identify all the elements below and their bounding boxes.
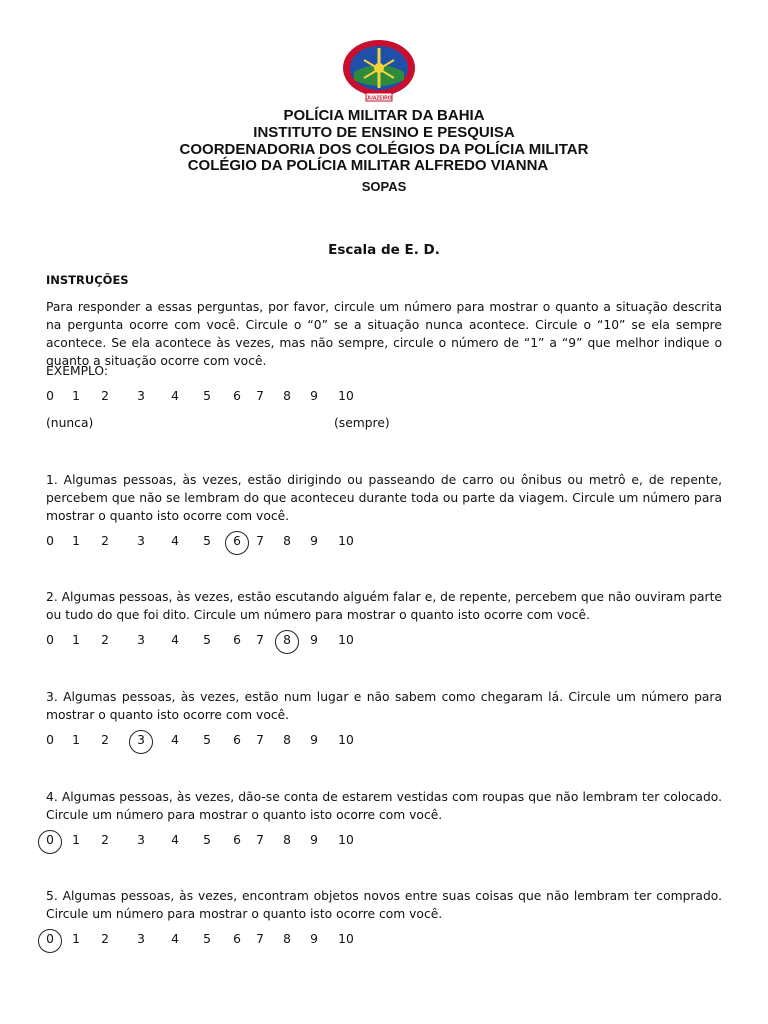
scale-number-5[interactable]: 5: [203, 733, 211, 747]
scale-number-10[interactable]: 10: [338, 633, 354, 647]
scale-number-10[interactable]: 10: [338, 389, 354, 403]
scale-number-5[interactable]: 5: [203, 932, 211, 946]
scale-number-9[interactable]: 9: [310, 389, 318, 403]
instructions-body: Para responder a essas perguntas, por favor, circule um número para mostrar o quanto a situação descrita na pergunta ocorre com você. Circule o “0” se a situação nunca acontece. Circule o “10” se ela sempre acontece. Se ela acontece às vezes, mas não sempre, circule o número de “1” a “9” que melhor indique o quanto a situação ocorre com você.: [46, 300, 722, 368]
scale-number-7[interactable]: 7: [256, 932, 264, 946]
scale-number-10[interactable]: 10: [338, 833, 354, 847]
scale-number-0[interactable]: 0: [46, 833, 54, 847]
scale-number-4[interactable]: 4: [171, 833, 179, 847]
scale-never-label: (nunca): [46, 416, 94, 430]
scale-always-label: (sempre): [334, 416, 390, 430]
scale-number-6[interactable]: 6: [233, 833, 241, 847]
scale-number-2[interactable]: 2: [101, 733, 109, 747]
scale-number-5[interactable]: 5: [203, 633, 211, 647]
scale-number-6[interactable]: 6: [233, 932, 241, 946]
scale-number-8[interactable]: 8: [283, 534, 291, 548]
scale-number-9[interactable]: 9: [310, 534, 318, 548]
scale-number-0[interactable]: 0: [46, 534, 54, 548]
question-3-text: 3. Algumas pessoas, às vezes, estão num lugar e não sabem como chegaram lá. Circule um número para mostrar o quanto isto ocorre com você.: [46, 690, 722, 722]
scale-number-2[interactable]: 2: [101, 389, 109, 403]
scale-number-5[interactable]: 5: [203, 833, 211, 847]
question-1-scale: [0, 534, 768, 552]
scale-number-8[interactable]: 8: [283, 389, 291, 403]
scale-number-7[interactable]: 7: [256, 733, 264, 747]
scale-number-3[interactable]: 3: [137, 932, 145, 946]
circled-answer-mark: [129, 730, 153, 754]
question-5-scale: [0, 932, 768, 950]
scale-number-3[interactable]: 3: [137, 633, 145, 647]
scale-number-4[interactable]: 4: [171, 932, 179, 946]
scale-number-9[interactable]: 9: [310, 932, 318, 946]
pm-bahia-emblem-icon: [340, 38, 418, 104]
scale-number-2[interactable]: 2: [101, 633, 109, 647]
scale-number-4[interactable]: 4: [171, 733, 179, 747]
scale-number-9[interactable]: 9: [310, 733, 318, 747]
header-line-4: COLÉGIO DA POLÍCIA MILITAR ALFREDO VIANNA: [187, 157, 549, 174]
scale-number-9[interactable]: 9: [310, 633, 318, 647]
circled-answer-mark: [38, 929, 62, 953]
scale-number-6[interactable]: 6: [233, 389, 241, 403]
question-3-scale: [0, 733, 768, 751]
scale-number-6[interactable]: 6: [233, 534, 241, 548]
scale-number-6[interactable]: 6: [233, 633, 241, 647]
scale-number-0[interactable]: 0: [46, 733, 54, 747]
question-1-text: 1. Algumas pessoas, às vezes, estão dirigindo ou passeando de carro ou ônibus ou metrô e, de repente, percebem que não se lembram do que aconteceu durante toda ou parte da viagem. Circule um número para mostrar o quanto isto ocorre com você.: [46, 473, 722, 523]
scale-number-2[interactable]: 2: [101, 932, 109, 946]
scale-number-3[interactable]: 3: [137, 534, 145, 548]
scale-number-0[interactable]: 0: [46, 389, 54, 403]
example-scale: [0, 389, 768, 407]
document-title: Escala de E. D.: [328, 242, 440, 258]
circled-answer-mark: [225, 531, 249, 555]
scale-number-4[interactable]: 4: [171, 633, 179, 647]
scale-number-7[interactable]: 7: [256, 534, 264, 548]
scale-number-5[interactable]: 5: [203, 389, 211, 403]
scale-number-0[interactable]: 0: [46, 932, 54, 946]
scale-number-3[interactable]: 3: [137, 833, 145, 847]
scale-number-1[interactable]: 1: [72, 733, 80, 747]
scale-number-2[interactable]: 2: [101, 534, 109, 548]
scale-number-8[interactable]: 8: [283, 932, 291, 946]
scale-number-7[interactable]: 7: [256, 633, 264, 647]
circled-answer-mark: [275, 630, 299, 654]
instructions-heading: INSTRUÇÕES: [46, 273, 129, 287]
scale-number-1[interactable]: 1: [72, 534, 80, 548]
question-5-text: 5. Algumas pessoas, às vezes, encontram objetos novos entre suas coisas que não lembram ter comprado. Circule um número para mostrar o quanto isto ocorre com você.: [46, 889, 722, 921]
scale-number-1[interactable]: 1: [72, 833, 80, 847]
scale-number-1[interactable]: 1: [72, 389, 80, 403]
question-2-scale: [0, 633, 768, 651]
scale-number-3[interactable]: 3: [137, 389, 145, 403]
question-4-scale: [0, 833, 768, 851]
scale-number-6[interactable]: 6: [233, 733, 241, 747]
scale-number-10[interactable]: 10: [338, 534, 354, 548]
scale-number-10[interactable]: 10: [338, 733, 354, 747]
scale-number-10[interactable]: 10: [338, 932, 354, 946]
scale-number-9[interactable]: 9: [310, 833, 318, 847]
header-line-3: COORDENADORIA DOS COLÉGIOS DA POLÍCIA MILITAR: [179, 141, 589, 158]
question-2-text: 2. Algumas pessoas, às vezes, estão escutando alguém falar e, de repente, percebem que não ouviram parte ou tudo do que foi dito. Circule um número para mostrar o quanto isto ocorre com você.: [46, 590, 722, 622]
scale-number-4[interactable]: 4: [171, 389, 179, 403]
header-line-1: POLÍCIA MILITAR DA BAHIA: [283, 107, 485, 124]
scale-number-8[interactable]: 8: [283, 833, 291, 847]
emblem-caption: JUAZEIRO: [366, 95, 392, 102]
example-label: EXEMPLO:: [46, 364, 109, 378]
question-4-text: 4. Algumas pessoas, às vezes, dão-se conta de estarem vestidas com roupas que não lembram ter colocado. Circule um número para mostrar o quanto isto ocorre com você.: [46, 790, 722, 822]
circled-answer-mark: [38, 830, 62, 854]
scale-number-2[interactable]: 2: [101, 833, 109, 847]
scale-number-0[interactable]: 0: [46, 633, 54, 647]
scale-number-8[interactable]: 8: [283, 733, 291, 747]
scale-number-1[interactable]: 1: [72, 932, 80, 946]
scale-number-4[interactable]: 4: [171, 534, 179, 548]
scale-number-7[interactable]: 7: [256, 833, 264, 847]
header-line-5: SOPAS: [361, 179, 407, 194]
header-line-2: INSTITUTO DE ENSINO E PESQUISA: [253, 124, 515, 141]
scale-number-1[interactable]: 1: [72, 633, 80, 647]
scale-number-5[interactable]: 5: [203, 534, 211, 548]
scale-number-7[interactable]: 7: [256, 389, 264, 403]
scale-number-3[interactable]: 3: [137, 733, 145, 747]
scale-number-8[interactable]: 8: [283, 633, 291, 647]
